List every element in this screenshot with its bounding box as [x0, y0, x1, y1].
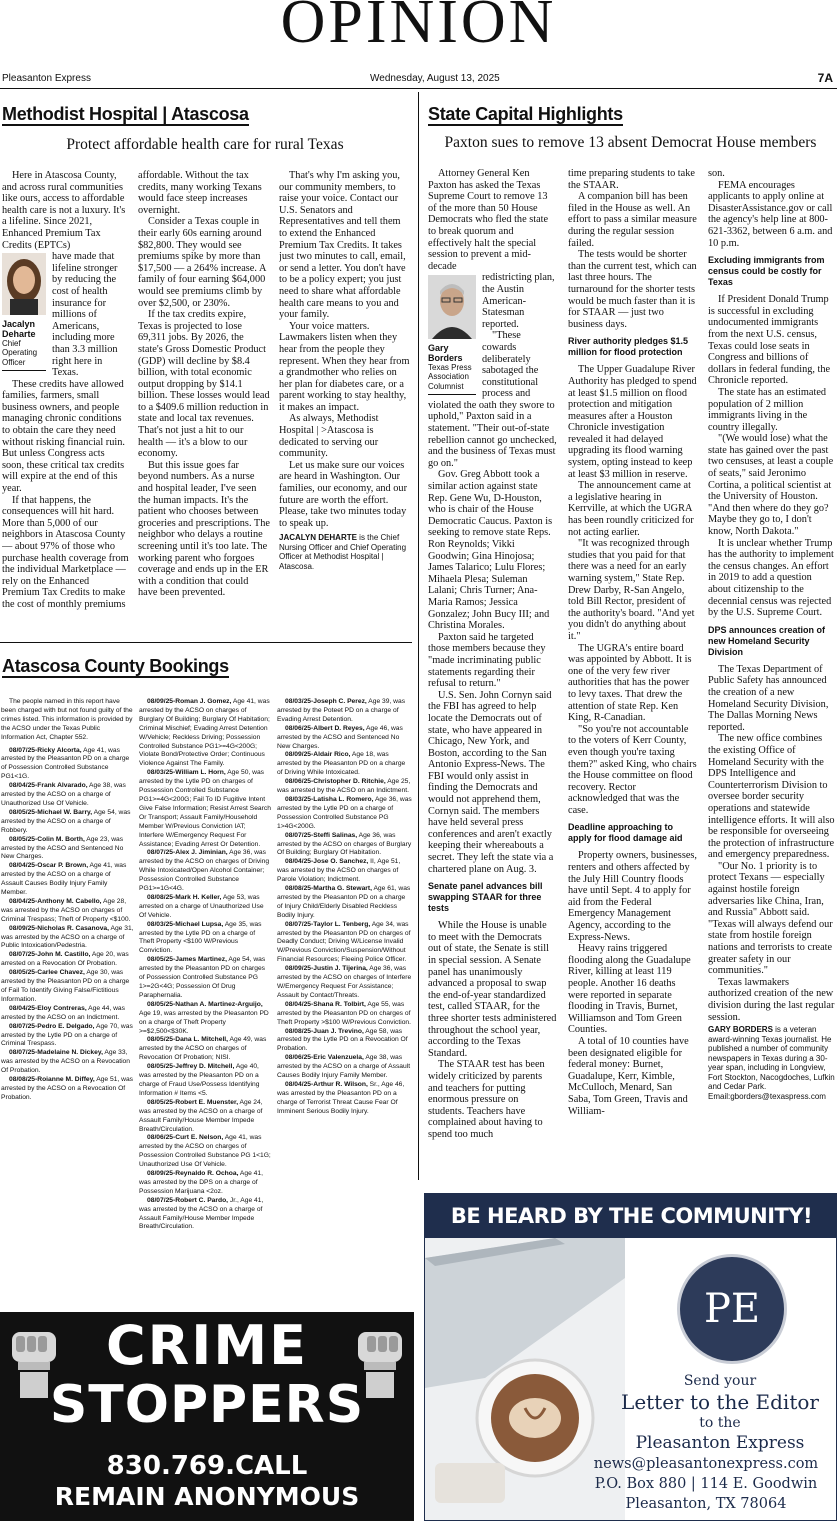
subhead: Deadline approaching to apply for flood damage aid	[568, 822, 683, 844]
ad-banner: BE HEARD BY THE COMMUNITY!	[425, 1194, 837, 1238]
paragraph: Gov. Greg Abbott took a similar action against state Rep. Gene Wu, D-Houston, who is chair of the House Democratic Caucus. Paxton is seeking to remove state Reps. Ron Reynolds; Vikki Goodwin; Gina Hinojosa; James Talarico; Lulu Flores; Mihaela Plesa; Suleman Lalani; Chris Turner; Ana-Maria Ramos; Jessica Gonzalez; John Bucy III; and Christina Morales.	[428, 469, 553, 632]
booking-entry: 08/09/25-Aldair Rico, Age 18, was arrested by the Pleasanton PD on a charge of Driving While Intoxicated.	[277, 751, 406, 777]
paragraph: affordable. Without the tax credits, many working Texans would face steep increases overnight.	[138, 170, 262, 216]
crime-stoppers-ad[interactable]	[0, 1312, 414, 1521]
booking-entry: 08/04/25-Anthony M. Cabello, Age 28, was arrested by the ACSO on charges of Criminal Trespass; Theft of Property <$100.	[1, 897, 131, 923]
paragraph: FEMA encourages applicants to apply online at DisasterAssistance.gov or call the agency's help line at 800-621-3362, between 6 a.m. and 10 p.m.	[708, 179, 833, 249]
booking-entry: 08/07/25-Alex J. Jiminian, Age 36, was arrested by the ACSO on charges of Driving While Intoxicated/Open Alcohol Container; Possession Controlled Substance PG1>=1G<4G.	[139, 849, 270, 893]
ad-address: P.O. Box 880 | 114 E. Goodwin	[594, 1476, 818, 1492]
paragraph: "It was recognized through studies that you paid for that there was a need for an early warning system," State Rep. Drew Darby, R-San Angelo, told Bill Rector, president of the authority's board. "And yet you didn't do anything about it."	[568, 538, 695, 642]
paragraph: "These cowards deliberately sabotaged the constitutional process and violated the oath they swore to uphold," Paxton said in a statement. "Their out-of-state rebellion cannot go unchecked, and the business of Texas must go on."	[428, 330, 557, 469]
booking-entry: 08/07/25-Pedro E. Delgado, Age 70, was arrested by the Lytle PD on a charge of Criminal Trespass.	[1, 1022, 133, 1048]
paragraph: "So you're not accountable to the voters of Kerr County, even though you're taxing them?" asked King, who chairs the House committee on flood recovery. Rector acknowledged that was the case.	[568, 723, 697, 816]
booking-entry: 08/06/25-Curt E. Nelson, Age 41, was arrested by the ACSO on charges of Possession Controlled Substance PG 1<1G; Unauthorized Use Of Vehicle.	[139, 1134, 271, 1169]
paragraph: U.S. Sen. John Cornyn said the FBI has agreed to help locate the Democrats out of state, who have appeared in Chicago, New York, and Boston, according to the San Antonio Express-News. The FBI would only assist in finding the Democrats and would not apprehend them, Cornyn said. The members have held several press conferences and aren't exactly keeping their whereabouts a secret. They left the state via a chartered plane on Aug. 3.	[428, 689, 554, 875]
left-article-deck: Protect affordable health care for rural Texas	[66, 136, 344, 153]
left-section-title: Methodist Hospital | Atascosa	[2, 104, 249, 124]
paragraph: It is unclear whether Trump has the authority to implement the census changes. An effort in 2019 to add a question about citizenship to the decennial census was rejected by the U.S. Supreme Court.	[708, 537, 834, 619]
photo-caption	[428, 343, 476, 396]
booking-entry: 08/07/25-Taylor L. Tenberg, Age 34, was arrested by the Pleasanton PD on charges of Deadly Conduct; Driving W/License Invalid W/Previous Conviction/Suspension/Without Financial Resources; Fleeing Police Officer.	[277, 920, 411, 964]
ad-body	[605, 1372, 835, 1454]
paragraph: son.	[708, 168, 725, 179]
paragraph: "Our No. 1 priority is to protect Texans — especially against hostile foreign adversaries like China, Iran, and Russia" Abbott said. "Texas will always defend our state from hostile foreign nations and terrorists to create greater safety in our communities."	[708, 860, 833, 977]
booking-entry: 08/04/25-Frank Alvarado, Age 38, was arrested by the ACSO on a charge of Unauthorized Use Of Vehicle.	[1, 782, 126, 807]
paragraph: Texas lawmakers authorized creation of the new division during the last regular session.	[708, 976, 835, 1023]
left-article-col2	[138, 170, 270, 630]
booking-entry: 08/05/25-Colin M. Borth, Age 23, was arrested by the ACSO and Sentenced No New Charges.	[1, 835, 124, 861]
booking-entry: 08/07/25-Steffi Salinas, Age 36, was arrested by the ACSO on charges of Burglary Of Building; Burglary Of Habitation.	[277, 831, 412, 857]
right-article-col2	[568, 168, 697, 1184]
paragraph: Let us make sure our voices are heard in Washington. Our families, our economy, and our future are worth the effort. Please, take two minutes today to speak up.	[279, 459, 408, 529]
paragraph: redistricting plan, the Austin American-Statesman reported.	[482, 272, 555, 330]
booking-entry: 08/03/25-Joseph C. Perez, Age 39, was arrested by the Poteet PD on a charge of Evading Arrest Detention.	[277, 698, 406, 723]
crime-phone[interactable]: 830.769.CALL	[106, 1451, 308, 1481]
portrait-image	[428, 275, 476, 339]
ad-line: Send your	[683, 1373, 757, 1389]
masthead: OPINION	[280, 0, 557, 56]
columnist-photo	[428, 275, 476, 395]
booking-entry: 08/05/25-Dana L. Mitchell, Age 49, was arrested by the ACSO on charges of Revocation Of Probation; NISI.	[139, 1036, 267, 1062]
ad-email[interactable]: news@pleasantonexpress.com	[593, 1456, 819, 1472]
bookings-rule	[0, 642, 412, 643]
paragraph: The state has an estimated population of 2 million immigrants living in the country illegally.	[708, 386, 827, 433]
booking-entry: 08/09/25-Nicholas R. Casanova, Age 31, was arrested by the ACSO on a charge of Public Intoxication/Pedestria.	[1, 924, 134, 950]
paper-name: Pleasanton Express	[2, 73, 91, 84]
paragraph: A total of 10 counties have been designated eligible for federal money: Burnet, Guadalupe, Kerr, Kimble, McCulloch, Menard, San Saba, Tom Green, Travis and William-	[568, 1035, 689, 1117]
ad-line: Pleasanton Express	[635, 1433, 805, 1453]
booking-entry: 08/04/25-Oscar P. Brown, Age 41, was arrested by the ACSO on a charge of Assault Causes Bodily Injury Family Member.	[1, 862, 127, 897]
columnist-photo	[2, 253, 46, 371]
booking-entry: 08/08/25-Roianne M. Diffey, Age 51, was arrested by the ACSO on a Revocation Of Probation.	[1, 1076, 134, 1101]
ad-city: Pleasanton, TX 78064	[625, 1496, 787, 1512]
booking-entry: 08/03/25-Latisha L. Romero, Age 36, was arrested by the Lytle PD on a charge of Possession Controlled Substance PG 1>4G<200G.	[277, 795, 412, 830]
paragraph: "(We would lose) what the state has gained over the past two censuses, at least a couple of seats," said Jeronimo Cortina, a political scientist at the University of Houston. "And then where do they go? Maybe they go to, I don't know, North Dakota."	[708, 433, 834, 538]
right-article-deck: Paxton sues to remove 13 absent Democrat House members	[444, 134, 817, 151]
ad-contact	[575, 1454, 837, 1514]
paragraph: The Texas Department of Public Safety has announced the creation of a new Homeland Security Division, The Dallas Morning News reported.	[708, 663, 829, 733]
booking-entry: 08/04/25-Jose O. Sanchez, II, Age 51, was arrested by the ACSO on charges of Parole Violation; Indictment.	[277, 858, 401, 884]
page-number: 7A	[817, 71, 833, 85]
bookings-col3	[277, 698, 412, 1308]
booking-entry: 08/03/25-William L. Horn, Age 50, was arrested by the Lytle PD on charges of Possession Controlled Substance PG1>=4G<200G; Fail To ID Fugitive Intent Give False Information; Resist Arrest Search Or Transport; Assault Family/Household Member W/Previous Conviction IAT; Interfere W/Emergency Request For Assistance; Evading Arrest Or Detention.	[139, 769, 271, 848]
booking-entry: 08/07/25-Robert C. Pardo, Jr., Age 41, was arrested by the ACSO on a charge of Assault Family/House Member Impede Breath/Circulation.	[139, 1196, 264, 1231]
author-signature: GARY BORDERS is a veteran award-winning Texas journalist. He published a number of community newspapers in Texas during a 30-year span, including in Longview, Fort Stockton, Nacogdoches, Lufkin and Cedar Park. Email:gborders@texaspress.com	[708, 1025, 835, 1101]
paragraph: time preparing students to take the STAAR.	[568, 168, 695, 191]
bookings-col1	[1, 698, 134, 1308]
right-section-title: State Capital Highlights	[428, 104, 623, 124]
subhead: River authority pledges $1.5 million for flood protection	[568, 336, 689, 358]
booking-entry: 08/05/25-Jeffrey D. Mitchell, Age 40, was arrested by the Pleasanton PD on a charge of Fraud Use/Possess Identifying Information # Items <5.	[139, 1063, 260, 1097]
booking-entry: 08/03/25-Michael Lupsa, Age 35, was arrested by the Lytle PD on a charge of Theft Property <$100 W/Previous Conviction.	[139, 920, 262, 955]
portrait-image	[2, 253, 46, 315]
crime-tagline: REMAIN ANONYMOUS	[54, 1482, 360, 1511]
right-article-col1	[428, 168, 557, 1184]
booking-entry: 08/05/25-Michael W. Barry, Age 54, was arrested by the ACSO on a charge of Robbery.	[1, 808, 131, 834]
paragraph: The UGRA's entire board was appointed by Abbott. It is one of the very few river authorities that has the power to levy taxes. That drew the attention of state Rep. Ken King, R-Canadian.	[568, 642, 692, 724]
booking-entry: 08/04/25-Eloy Contreras, Age 44, was arrested by the ACSO on an Indictment.	[1, 1004, 125, 1021]
booking-entry: 08/07/25-Ricky Alcorta, Age 41, was arrested by the Pleasanton PD on a charge of Possession Controlled Substance PG1<1G.	[1, 746, 130, 781]
booking-entry: 08/08/25-Mark H. Keller, Age 53, was arrested on a charge of Unauthorized Use Of Vehicle.	[139, 893, 264, 919]
bookings-col2	[139, 698, 272, 1308]
paragraph: Attorney General Ken Paxton has asked the Texas Supreme Court to remove 13 of the more than 50 House Democrats who fled the state to break quorum and effectively halt the special session to prevent a mid-decade	[428, 168, 549, 272]
paragraph: The announcement came at a legislative hearing in Kerrville, at which the UGRA has been roundly criticized for not acting earlier.	[568, 480, 694, 538]
booking-entry: 08/05/25-Nathan A. Martinez-Arguijo, Age 19, was arrested by the Pleasanton PD on a charge of Theft Property >=$2,500<$30K.	[139, 1000, 269, 1035]
paragraph: Property owners, businesses, renters and others affected by the July Hill Country floods have until Sept. 4 to apply for aid from the Federal Emergency Management Agency, according to the Express-News.	[568, 850, 697, 943]
stoppers-title: STOPPERS	[49, 1375, 365, 1435]
ad-line: Letter to the Editor	[621, 1390, 819, 1414]
paragraph: That's why I'm asking you, our community members, to raise your voice. Contact our U.S. Senators and Representatives and tell them to extend the Enhanced Premium Tax Credits. It takes just two minutes to call, email, or send a letter. You don't have to be a policy expert; you just need to share what affordable health care means to you and your family.	[279, 170, 406, 321]
paragraph: Your voice matters. Lawmakers listen when they hear from the people they represent. When they hear from a grandmother who relies on her plan for diabetes care, or a parent working to stay healthy, it makes an impact.	[279, 320, 410, 413]
photo-title: Texas Press Association Columnist	[428, 362, 472, 391]
left-article-col1	[2, 170, 129, 630]
right-article-col3	[708, 168, 835, 1184]
ad-line: to the	[699, 1415, 741, 1431]
folio	[0, 73, 837, 87]
bookings-section-title: Atascosa County Bookings	[2, 656, 229, 676]
paragraph: If the tax credits expire, Texas is projected to lose 69,311 jobs. By 2026, the state's Gross Domestic Product (GDP) will decline by $8.4 billion, with total economic output dropping by $14.1 billion. These losses would lead to a $409.6 million reduction in state and local tax revenues. That's not just a hit to our health — it's a blow to our economy.	[138, 309, 270, 460]
booking-entry: 08/05/25-Carlee Chavez, Age 30, was arrested by the Pleasanton PD on a charge of Fail To Identify Giving False/Fictitious Information.	[1, 969, 130, 1003]
paragraph: As always, Methodist Hospital | >Atascosa is dedicated to serving our community.	[279, 413, 379, 460]
column-divider	[418, 92, 419, 1180]
booking-entry: 08/08/25-Juan J. Trevino, Age 58, was arrested by the Lytle PD on a Revocation Of Probation.	[277, 1027, 408, 1053]
paragraph: have made that lifeline stronger by reducing the cost of health insurance for millions of Americans, including more than 3.3 million right here in Texas.	[52, 251, 118, 379]
paragraph: A companion bill has been filed in the House as well. An effort to pass a similar measure during the regular session failed.	[568, 191, 697, 249]
paragraph: Paxton said he targeted those members because they "made incriminating public statements regarding their refusal to return."	[428, 631, 546, 690]
booking-entry: 08/09/25-Reynaldo R. Ochoa, Age 41, was arrested by the DPS on a charge of Possession Marijuana <2oz.	[139, 1170, 263, 1195]
pe-logo: PE	[677, 1254, 787, 1364]
booking-entry: 08/04/25-Arthur R. Wilson, Sr., Age 46, was arrested by the Pleasanton PD on a charge of Terrorist Threat Cause Fear Of Imminent Serious Bodily Injury.	[277, 1080, 405, 1115]
crime-title: CRIME	[106, 1314, 308, 1377]
paragraph: The tests would be shorter than the current test, which can last three hours. The turnaround for the shorter tests would be much faster than it is for STAAR — just two business days.	[568, 249, 697, 330]
booking-entry: 08/05/25-James Martinez, Age 54, was arrested by the Pleasanton PD on charges of Possession Controlled Substance PG 1>=2G<4G; Possession Of Drug Paraphernalia.	[139, 956, 266, 999]
paragraph: If President Donald Trump is successful in excluding undocumented immigrants from the next U.S. census, Texas could lose seats in Congress and billions of dollars in federal funding, the Chronicle reported.	[708, 294, 831, 387]
paragraph: Heavy rains triggered flooding along the Guadalupe River, killing at least 119 people. Another 16 deaths were reported in separate flooding in Travis, Burnet, Williamson and Tom Green Counties.	[568, 943, 691, 1036]
booking-entry: 08/05/25-Robert E. Muenster, Age 24, was arrested by the ACSO on a charge of Assault Family/House Member Impede Breath/Circulation.	[139, 1098, 263, 1133]
photo-name: Gary Borders	[428, 342, 463, 363]
booking-entry: 08/09/25-Roman J. Gomez, Age 41, was arrested by the ACSO on charges of Burglary Of Building; Burglary Of Habitation; Criminal Mischief; Evading Arrest Detention W/Vehicle; Reckless Driving; Possession Controlled Substance PG1>=4G<200G; Violate Bond/Protective Order; Continuous Violence Against The Family.	[139, 698, 270, 768]
paragraph: The new office combines the existing Office of Homeland Security with the DPS Intelligence and Counterterrorism Division to oversee border security operations and statewide intelligence efforts. It will also be responsible for overseeing the protection of infrastructure and emergency preparedness.	[708, 733, 835, 861]
paragraph: The STAAR test has been widely criticized by parents and teachers for putting enormous pressure on students. Teachers have complained about having to spend too much	[428, 1059, 545, 1140]
subhead: Senate panel advances bill swapping STAAR for three tests	[428, 881, 543, 914]
booking-entry: 08/06/25-Christopher D. Ritchie, Age 25, was arrested by the ACSO on an Indictment.	[277, 778, 411, 795]
bookings-intro: The people named in this report have been charged with but not found guilty of the crimes listed. This information is provided by the ACSO under the Texas Public Information Act, Chapter 552.	[1, 698, 133, 741]
paragraph: Consider a Texas couple in their early 60s earning around $82,800. They would see premiums spike by more than $17,500 — a 264% increase. A family of four earning $64,000 would see premiums climb by over $2,500, or 230%.	[138, 216, 266, 309]
paragraph: The Upper Guadalupe River Authority has pledged to spend at least $1.5 million on flood protection and mitigation measures after a Houston Chronicle investigation revealed it had delayed upgrading its flood warning system, opting instead to keep at least $3 million in reserve.	[568, 364, 697, 480]
booking-entry: 08/04/25-Shana R. Tolbirt, Age 55, was arrested by the Pleasanton PD on charges of Theft Property >$100 W/Previous Conviction.	[277, 1000, 411, 1026]
photo-caption	[2, 319, 46, 372]
subhead: Excluding immigrants from census could be costly for Texas	[708, 255, 825, 288]
header-rule	[0, 88, 837, 89]
paragraph: These credits have allowed families, farmers, small business owners, and people managing chronic conditions to obtain the care they need without risking financial ruin. But unless Congress acts soon, these critical tax credits will expire at the end of this year.	[2, 378, 125, 495]
booking-entry: 08/07/25-John M. Castillo, Age 20, was arrested on a Revocation Of Probation.	[1, 951, 129, 968]
booking-entry: 08/09/25-Justin J. Tijerina, Age 36, was arrested by the ACSO on charges of Interfere W/Emergency Request For Assistance; Assault by Contact/Threats.	[277, 965, 412, 999]
booking-entry: 08/06/25-Albert D. Reyes, Age 46, was arrested by the ACSO and Sentenced No New Charges.	[277, 724, 403, 750]
subhead: DPS announces creation of new Homeland Security Division	[708, 624, 826, 657]
left-article-col3	[279, 170, 411, 630]
booking-entry: 08/08/25-Martha G. Stewart, Age 61, was arrested by the Pleasanton PD on a charge of Injury Child/Elderly Disabled Reckless Bodily Injury.	[277, 885, 411, 919]
booking-entry: 08/07/25-Madelaine N. Dickey, Age 33, was arrested by the ACSO on a Revocation Of Probation.	[1, 1049, 130, 1075]
paragraph: While the House is unable to meet with the Democrats out of state, the Senate is still in special session. A Senate panel has unanimously advanced a proposal to swap the end-of-year standardized test, called STAAR, for the three shorter tests administered throughout the school year, according to the Texas Standard.	[428, 920, 557, 1059]
letters-to-editor-ad[interactable]	[424, 1193, 837, 1521]
booking-entry: 08/06/25-Eric Valenzuela, Age 38, was arrested by the ACSO on a charge of Assault Causes Bodily Injury Family Member.	[277, 1054, 411, 1080]
paragraph: But this issue goes far beyond numbers. As a nurse and hospital leader, I've seen the human impacts. It's the patient who chooses between groceries and prescriptions. The neighbor who delays a routine screening until it's too late. The working parent who forgoes coverage and ends up in the ER with a condition that could have been prevented.	[138, 459, 270, 599]
author-signature: JACALYN DEHARTE is the Chief Nursing Officer and Chief Operating Officer at Methodist Hospital | Atascosa.	[279, 533, 407, 571]
paragraph: If that happens, the consequences will hit hard. More than 5,000 of our neighbors in Atascosa County — about 97% of those who purchase health coverage from the individual Marketplace — rely on the Enhanced Premium Tax Credits to make the cost of monthly premiums	[2, 494, 129, 610]
photo-title: Chief Operating Officer	[2, 338, 38, 367]
paragraph: Here in Atascosa County, and across rural communities like ours, access to affordable health care is not a luxury. It's a lifeline. Since 2021, Enhanced Premium Tax Credits (EPTCs)	[2, 170, 126, 251]
issue-date: Wednesday, August 13, 2025	[370, 73, 500, 84]
photo-name: Jacalyn Deharte	[2, 318, 36, 339]
